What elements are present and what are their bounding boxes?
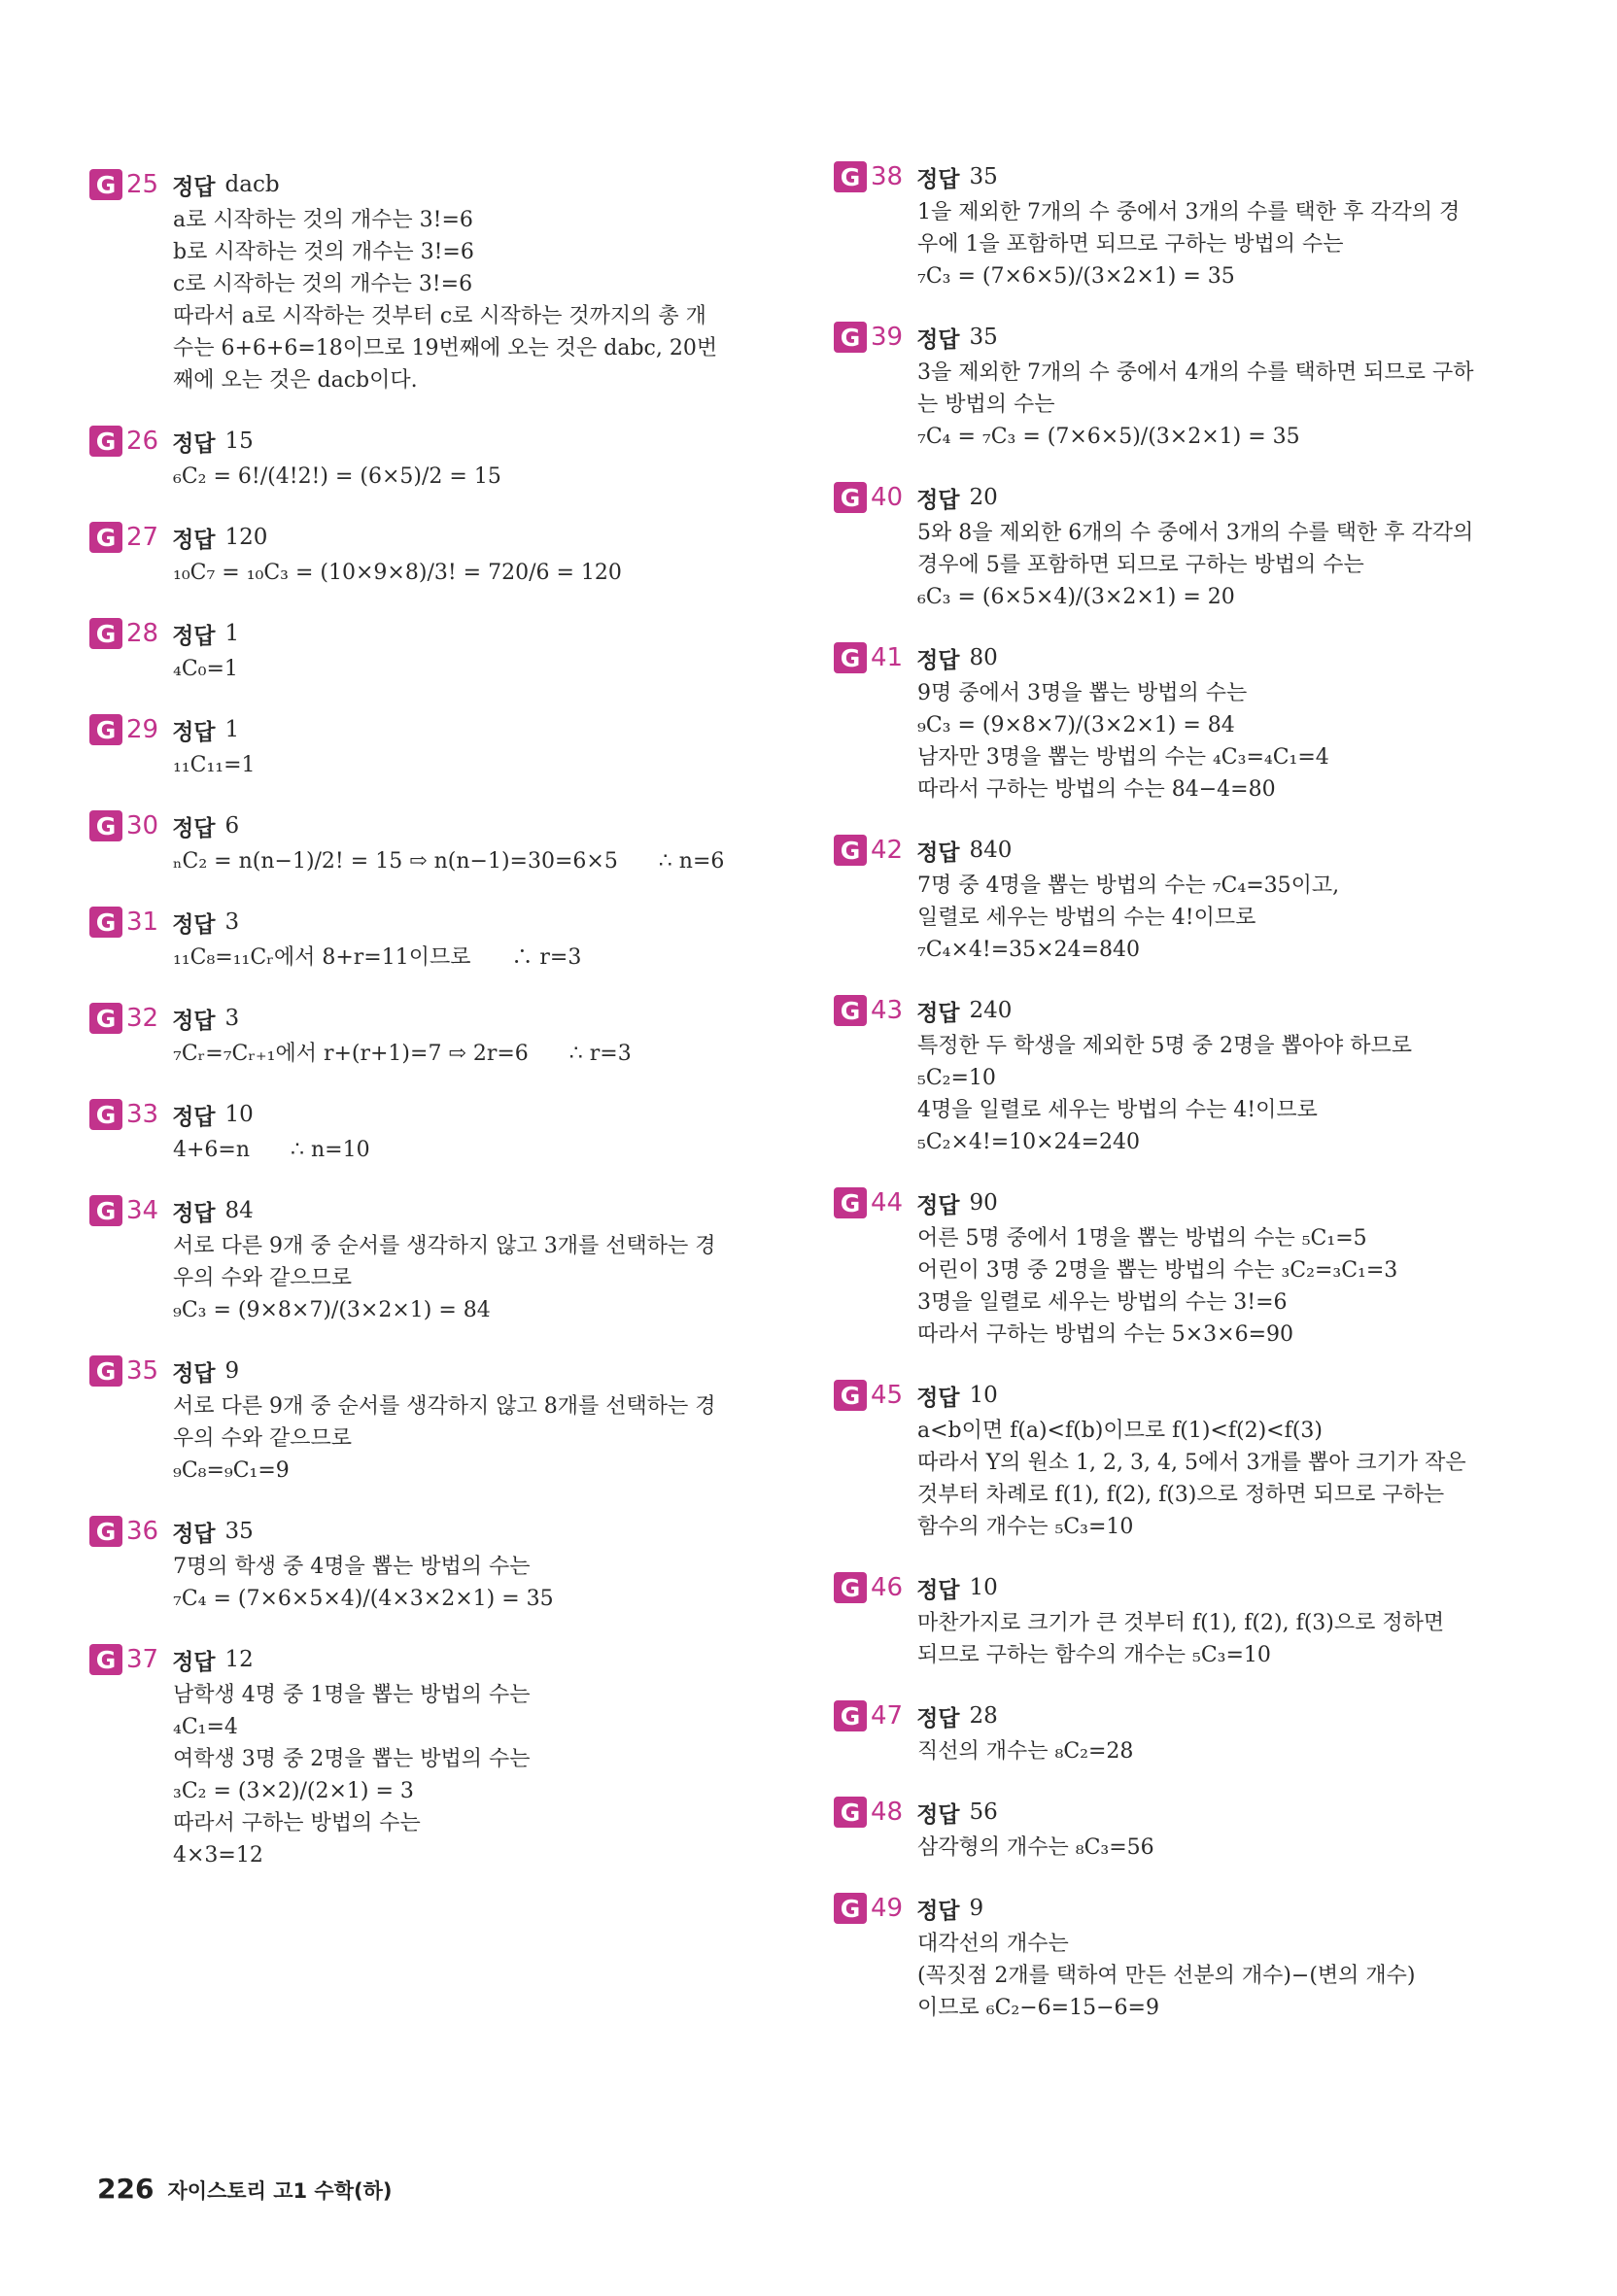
solution-line: ₆C₂ = 6!/(4!2!) = (6×5)/2 = 15 <box>173 464 501 489</box>
answer-value: 10 <box>224 1102 254 1127</box>
solution-body <box>834 870 1533 966</box>
solution-body <box>89 204 789 396</box>
problem-47 <box>834 1696 1533 1767</box>
problem-number: 26 <box>126 427 159 456</box>
g-badge: G <box>834 322 867 353</box>
solution-line: ₉C₃ = (9×8×7)/(3×2×1) = 84 <box>173 1298 491 1322</box>
problem-number: 40 <box>871 483 904 512</box>
problem-number: 32 <box>126 1004 159 1033</box>
problem-number: 47 <box>871 1701 904 1731</box>
problem-number: 41 <box>871 643 904 672</box>
solution-body <box>834 1735 1533 1767</box>
g-badge: G <box>834 1187 867 1218</box>
problem-header <box>89 1191 789 1230</box>
problem-header <box>89 1352 789 1390</box>
g-badge: G <box>89 522 122 553</box>
answer-label: 정답 <box>172 527 216 553</box>
solution-line: ₁₀C₇ = ₁₀C₃ = (10×9×8)/3! = 720/6 = 120 <box>173 561 622 585</box>
solution-line: 7명의 학생 중 4명을 뽑는 방법의 수는 <box>173 1555 531 1579</box>
solution-line: 어른 5명 중에서 1명을 뽑는 방법의 수는 ₅C₁=5 <box>917 1226 1367 1251</box>
answer-value: 56 <box>969 1799 998 1825</box>
problem-45 <box>834 1376 1533 1543</box>
answer-label: 정답 <box>172 623 216 649</box>
problem-36 <box>89 1512 789 1615</box>
solution-line: 특정한 두 학생을 제외한 5명 중 2명을 뽑아야 하므로 <box>917 1034 1412 1058</box>
solution-line: 이므로 ₆C₂−6=15−6=9 <box>917 1996 1159 2020</box>
answer-value: 15 <box>224 428 254 454</box>
problem-31 <box>89 903 789 974</box>
answer-value: 9 <box>969 1896 984 1921</box>
solution-line: 우에 1을 포함하면 되므로 구하는 방법의 수는 <box>917 232 1344 257</box>
problem-46 <box>834 1568 1533 1671</box>
answer-label: 정답 <box>916 487 960 513</box>
problem-28 <box>89 614 789 685</box>
g-badge: G <box>834 1893 867 1924</box>
answer-label: 정답 <box>172 430 216 457</box>
problem-header <box>89 903 789 942</box>
solution-line: ₄C₀=1 <box>173 657 238 681</box>
solution-body <box>834 357 1533 453</box>
solution-body <box>89 749 789 781</box>
answer-label: 정답 <box>172 1649 216 1675</box>
answer-value: 840 <box>969 838 1013 863</box>
solution-line: 3명을 일렬로 세우는 방법의 수는 3!=6 <box>917 1290 1288 1315</box>
g-badge: G <box>89 169 122 200</box>
problem-header <box>89 1095 789 1134</box>
problem-header <box>834 1793 1533 1832</box>
answer-value: 1 <box>224 621 240 646</box>
problem-48 <box>834 1793 1533 1864</box>
solution-line: 4+6=n ∴ n=10 <box>173 1138 370 1162</box>
problem-number: 28 <box>126 619 159 648</box>
solution-line: 되므로 구하는 함수의 개수는 ₅C₃=10 <box>917 1643 1271 1667</box>
problem-number: 39 <box>871 323 904 352</box>
answer-value: 90 <box>969 1190 998 1216</box>
answer-label: 정답 <box>916 1385 960 1411</box>
solution-line: 4×3=12 <box>173 1843 263 1868</box>
solution-body <box>834 196 1533 292</box>
g-badge: G <box>834 1572 867 1603</box>
problem-number: 49 <box>871 1894 904 1923</box>
solution-line: 삼각형의 개수는 ₈C₃=56 <box>917 1835 1154 1860</box>
answer-label: 정답 <box>916 166 960 192</box>
answer-label: 정답 <box>172 1200 216 1226</box>
problem-37 <box>89 1640 789 1871</box>
problem-40 <box>834 478 1533 613</box>
problem-34 <box>89 1191 789 1326</box>
g-badge: G <box>89 618 122 649</box>
problem-27 <box>89 518 789 589</box>
left-column <box>89 165 789 1897</box>
solution-body <box>89 1134 789 1166</box>
problem-header <box>89 1640 789 1679</box>
problem-41 <box>834 638 1533 805</box>
solution-line: 따라서 구하는 방법의 수는 84−4=80 <box>917 777 1276 802</box>
problem-32 <box>89 999 789 1070</box>
problem-header <box>834 1183 1533 1222</box>
answer-value: 12 <box>224 1647 254 1672</box>
g-badge: G <box>834 995 867 1026</box>
problem-number: 27 <box>126 523 159 552</box>
solution-body <box>834 1222 1533 1351</box>
problem-number: 42 <box>871 836 904 865</box>
answer-label: 정답 <box>916 1192 960 1218</box>
problem-number: 38 <box>871 162 904 191</box>
g-badge: G <box>89 1355 122 1387</box>
problem-number: 48 <box>871 1798 904 1827</box>
g-badge: G <box>834 642 867 673</box>
problem-header <box>834 1889 1533 1928</box>
problem-header <box>834 318 1533 357</box>
solution-body <box>89 942 789 974</box>
solution-line: 남학생 4명 중 1명을 뽑는 방법의 수는 <box>173 1683 531 1707</box>
solution-line: 경우에 5를 포함하면 되므로 구하는 방법의 수는 <box>917 553 1364 577</box>
problem-header <box>834 157 1533 196</box>
solution-line: 3을 제외한 7개의 수 중에서 4개의 수를 택하면 되므로 구하 <box>917 360 1474 385</box>
g-badge: G <box>89 907 122 938</box>
problem-35 <box>89 1352 789 1487</box>
solution-line: ₇C₄×4!=35×24=840 <box>917 938 1141 962</box>
solution-line: a<b이면 f(a)<f(b)이므로 f(1)<f(2)<f(3) <box>917 1419 1323 1443</box>
problem-header <box>834 1376 1533 1415</box>
problem-number: 31 <box>126 908 159 937</box>
g-badge: G <box>834 482 867 513</box>
solution-line: 우의 수와 같으므로 <box>173 1266 353 1290</box>
problem-header <box>834 1568 1533 1607</box>
solution-body <box>89 1390 789 1487</box>
problem-number: 45 <box>871 1381 904 1410</box>
answer-value: 9 <box>224 1358 240 1384</box>
solution-line: (꼭짓점 2개를 택하여 만든 선분의 개수)−(변의 개수) <box>917 1964 1416 1988</box>
solution-line: 1을 제외한 7개의 수 중에서 3개의 수를 택한 후 각각의 경 <box>917 200 1461 224</box>
problem-header <box>89 1512 789 1551</box>
problem-number: 44 <box>871 1188 904 1217</box>
solution-line: ₙC₂ = n(n−1)/2! = 15 ⇨ n(n−1)=30=6×5 ∴ n=6 <box>173 849 725 874</box>
problem-number: 33 <box>126 1100 159 1129</box>
solution-line: a로 시작하는 것의 개수는 3!=6 <box>173 208 473 232</box>
solution-body <box>89 1038 789 1070</box>
g-badge: G <box>89 1195 122 1226</box>
g-badge: G <box>89 1003 122 1034</box>
solution-line: 대각선의 개수는 <box>917 1932 1069 1956</box>
answer-value: 10 <box>969 1383 998 1408</box>
problem-number: 30 <box>126 811 159 840</box>
answer-value: 80 <box>969 645 998 670</box>
answer-label: 정답 <box>172 815 216 841</box>
problem-33 <box>89 1095 789 1166</box>
solution-line: ₅C₂×4!=10×24=240 <box>917 1130 1141 1154</box>
answer-label: 정답 <box>916 326 960 353</box>
g-badge: G <box>834 1380 867 1411</box>
answer-label: 정답 <box>916 1801 960 1828</box>
solution-line: ₇C₄ = (7×6×5×4)/(4×3×2×1) = 35 <box>173 1587 554 1611</box>
solution-line: 5와 8을 제외한 6개의 수 중에서 3개의 수를 택한 후 각각의 <box>917 521 1474 545</box>
solution-line: 9명 중에서 3명을 뽑는 방법의 수는 <box>917 681 1248 705</box>
solution-body <box>89 557 789 589</box>
problem-49 <box>834 1889 1533 2024</box>
answer-value: 10 <box>969 1575 998 1600</box>
problem-header <box>834 478 1533 517</box>
problem-29 <box>89 710 789 781</box>
answer-value: 35 <box>224 1519 254 1544</box>
problem-header <box>834 831 1533 870</box>
problem-number: 36 <box>126 1517 159 1546</box>
solution-line: 째에 오는 것은 dacb이다. <box>173 368 418 393</box>
problem-44 <box>834 1183 1533 1351</box>
problem-26 <box>89 422 789 493</box>
answer-label: 정답 <box>172 1521 216 1547</box>
solution-body <box>89 653 789 685</box>
solution-line: ₁₁C₈=₁₁Cᵣ에서 8+r=11이므로 ∴ r=3 <box>173 945 582 970</box>
problem-number: 25 <box>126 170 159 199</box>
answer-label: 정답 <box>916 1000 960 1026</box>
solution-line: 7명 중 4명을 뽑는 방법의 수는 ₇C₄=35이고, <box>917 874 1340 898</box>
answer-value: 3 <box>224 909 240 935</box>
solution-line: 여학생 3명 중 2명을 뽑는 방법의 수는 <box>173 1747 531 1771</box>
solution-line: 남자만 3명을 뽑는 방법의 수는 ₄C₃=₄C₁=4 <box>917 745 1329 770</box>
answer-value: 84 <box>224 1198 254 1223</box>
solution-line: 수는 6+6+6=18이므로 19번째에 오는 것은 dabc, 20번 <box>173 336 718 360</box>
g-badge: G <box>834 1700 867 1731</box>
problem-header <box>89 614 789 653</box>
answer-value: 35 <box>969 164 998 189</box>
problem-header <box>834 638 1533 677</box>
problem-30 <box>89 806 789 877</box>
solution-body <box>89 1551 789 1615</box>
problem-header <box>89 518 789 557</box>
solution-line: 우의 수와 같으므로 <box>173 1426 353 1451</box>
g-badge: G <box>89 810 122 841</box>
solution-line: 서로 다른 9개 중 순서를 생각하지 않고 8개를 선택하는 경 <box>173 1394 716 1419</box>
problem-38 <box>834 157 1533 292</box>
solution-line: ₆C₃ = (6×5×4)/(3×2×1) = 20 <box>917 585 1235 609</box>
problem-number: 34 <box>126 1196 159 1225</box>
problem-25 <box>89 165 789 396</box>
solution-line: ₃C₂ = (3×2)/(2×1) = 3 <box>173 1779 414 1803</box>
solution-line: 4명을 일렬로 세우는 방법의 수는 4!이므로 <box>917 1098 1318 1122</box>
answer-value: 28 <box>969 1703 998 1729</box>
problem-number: 35 <box>126 1356 159 1386</box>
answer-value: 1 <box>224 717 240 742</box>
solution-line: ₉C₈=₉C₁=9 <box>173 1458 290 1483</box>
g-badge: G <box>89 1516 122 1547</box>
problem-43 <box>834 991 1533 1158</box>
solution-body <box>834 1415 1533 1543</box>
problem-header <box>89 165 789 204</box>
answer-value: 20 <box>969 485 998 510</box>
answer-label: 정답 <box>172 1360 216 1387</box>
solution-line: 따라서 a로 시작하는 것부터 c로 시작하는 것까지의 총 개 <box>173 304 706 328</box>
solution-line: 직선의 개수는 ₈C₂=28 <box>917 1739 1134 1764</box>
solution-line: ₅C₂=10 <box>917 1066 996 1090</box>
solution-body <box>89 461 789 493</box>
solution-line: ₉C₃ = (9×8×7)/(3×2×1) = 84 <box>917 713 1235 737</box>
answer-label: 정답 <box>916 1577 960 1603</box>
solution-body <box>834 677 1533 805</box>
answer-value: 35 <box>969 325 998 350</box>
problem-number: 29 <box>126 715 159 744</box>
problem-number: 46 <box>871 1573 904 1602</box>
solution-body <box>834 1832 1533 1864</box>
solution-line: ₇Cᵣ=₇Cᵣ₊₁에서 r+(r+1)=7 ⇨ 2r=6 ∴ r=3 <box>173 1042 632 1066</box>
answer-label: 정답 <box>916 840 960 866</box>
answer-label: 정답 <box>916 1705 960 1731</box>
answer-label: 정답 <box>172 911 216 938</box>
g-badge: G <box>89 426 122 457</box>
solution-line: 함수의 개수는 ₅C₃=10 <box>917 1515 1134 1539</box>
solution-line: 어린이 3명 중 2명을 뽑는 방법의 수는 ₃C₂=₃C₁=3 <box>917 1258 1398 1283</box>
page-footer <box>97 2173 392 2205</box>
g-badge: G <box>834 835 867 866</box>
solution-line: 것부터 차례로 f(1), f(2), f(3)으로 정하면 되므로 구하는 <box>917 1483 1445 1507</box>
problem-header <box>89 710 789 749</box>
solution-line: b로 시작하는 것의 개수는 3!=6 <box>173 240 474 264</box>
solution-line: 는 방법의 수는 <box>917 393 1055 417</box>
g-badge: G <box>834 161 867 192</box>
solution-line: 일렬로 세우는 방법의 수는 4!이므로 <box>917 906 1256 930</box>
problem-39 <box>834 318 1533 453</box>
solution-line: 따라서 구하는 방법의 수는 5×3×6=90 <box>917 1322 1294 1347</box>
problem-header <box>89 806 789 845</box>
right-column <box>834 157 1533 2049</box>
g-badge: G <box>89 1644 122 1675</box>
problem-number: 43 <box>871 996 904 1025</box>
problem-header <box>834 991 1533 1030</box>
solution-line: 마찬가지로 크기가 큰 것부터 f(1), f(2), f(3)으로 정하면 <box>917 1611 1445 1635</box>
solution-body <box>834 517 1533 613</box>
problem-42 <box>834 831 1533 966</box>
answer-label: 정답 <box>172 719 216 745</box>
solution-line: ₇C₃ = (7×6×5)/(3×2×1) = 35 <box>917 264 1235 289</box>
answer-value: dacb <box>224 172 280 197</box>
solution-line: 따라서 구하는 방법의 수는 <box>173 1811 421 1835</box>
solution-body <box>834 1030 1533 1158</box>
solution-line: 서로 다른 9개 중 순서를 생각하지 않고 3개를 선택하는 경 <box>173 1234 716 1258</box>
answer-label: 정답 <box>916 1898 960 1924</box>
answer-value: 120 <box>224 525 268 550</box>
g-badge: G <box>89 714 122 745</box>
solution-body <box>89 1230 789 1326</box>
answer-label: 정답 <box>172 1008 216 1034</box>
g-badge: G <box>834 1797 867 1828</box>
problem-header <box>89 422 789 461</box>
answer-value: 3 <box>224 1006 240 1031</box>
answer-label: 정답 <box>172 174 216 200</box>
solution-line: ₇C₄ = ₇C₃ = (7×6×5)/(3×2×1) = 35 <box>917 425 1300 449</box>
problem-number: 37 <box>126 1645 159 1674</box>
page-number: 226 <box>97 2173 155 2205</box>
problem-header <box>834 1696 1533 1735</box>
answer-label: 정답 <box>172 1104 216 1130</box>
solution-line: ₁₁C₁₁=1 <box>173 753 256 777</box>
answer-label: 정답 <box>916 647 960 673</box>
solution-body <box>89 1679 789 1871</box>
solution-body <box>834 1928 1533 2024</box>
solution-body <box>89 845 789 877</box>
g-badge: G <box>89 1099 122 1130</box>
solution-body <box>834 1607 1533 1671</box>
solution-line: c로 시작하는 것의 개수는 3!=6 <box>173 272 473 296</box>
answer-value: 240 <box>969 998 1013 1023</box>
solution-line: 따라서 Y의 원소 1, 2, 3, 4, 5에서 3개를 뽑아 크기가 작은 <box>917 1451 1466 1475</box>
answer-value: 6 <box>224 813 240 839</box>
problem-header <box>89 999 789 1038</box>
solution-line: ₄C₁=4 <box>173 1715 238 1739</box>
book-title: 자이스토리 고1 수학(하) <box>167 2179 393 2203</box>
